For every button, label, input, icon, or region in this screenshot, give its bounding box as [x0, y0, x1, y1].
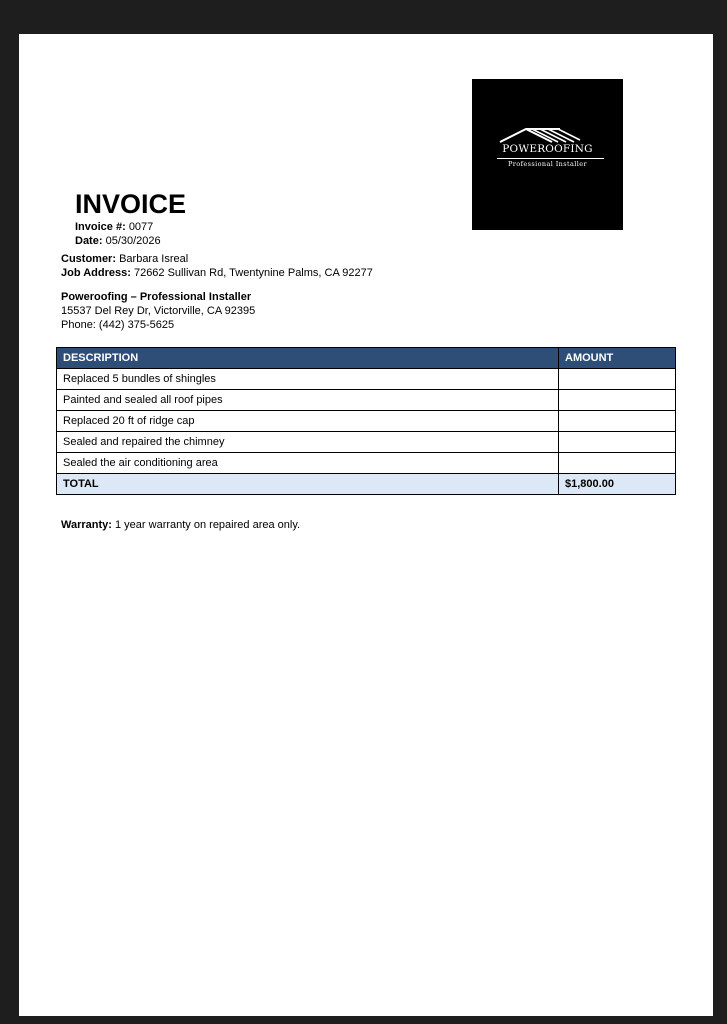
row-description: Replaced 5 bundles of shingles	[57, 369, 559, 390]
row-description: Replaced 20 ft of ridge cap	[57, 411, 559, 432]
job-address-label: Job Address:	[61, 267, 131, 279]
total-label: TOTAL	[57, 474, 559, 495]
customer-name-label: Customer:	[61, 253, 117, 265]
line-items-table	[56, 347, 676, 495]
invoice-date-label: Date:	[75, 235, 103, 247]
row-description: Painted and sealed all roof pipes	[57, 390, 559, 411]
row-amount	[559, 432, 676, 453]
warranty-text: 1 year warranty on repaired area only.	[115, 519, 301, 531]
customer-name	[61, 252, 188, 266]
job-address-value: 72662 Sullivan Rd, Twentynine Palms, CA 92277	[133, 267, 373, 279]
invoice-number-value: 0077	[128, 221, 154, 233]
warranty-label: Warranty:	[61, 519, 112, 531]
table-row	[57, 432, 676, 453]
invoice-date-value: 05/30/2026	[105, 235, 161, 247]
row-description: Sealed and repaired the chimney	[57, 432, 559, 453]
amount-column-header: AMOUNT	[559, 348, 676, 369]
row-amount	[559, 411, 676, 432]
total-row	[57, 474, 676, 495]
row-amount	[559, 390, 676, 411]
company-name: Poweroofing – Professional Installer	[61, 291, 252, 303]
table-header-row	[57, 348, 676, 369]
row-amount	[559, 453, 676, 474]
invoice-number	[75, 220, 153, 234]
row-amount	[559, 369, 676, 390]
warranty-note	[61, 519, 300, 531]
table-row	[57, 453, 676, 474]
invoice-page	[19, 34, 713, 1016]
table-row	[57, 411, 676, 432]
row-description: Sealed the air conditioning area	[57, 453, 559, 474]
company-block	[61, 290, 255, 332]
customer-name-value: Barbara Isreal	[119, 253, 189, 265]
table-row	[57, 369, 676, 390]
table-row	[57, 390, 676, 411]
job-address	[61, 266, 373, 280]
logo-company-name: POWEROOFING	[502, 143, 593, 155]
company-logo	[472, 79, 623, 230]
company-address: 15537 Del Rey Dr, Victorville, CA 92395	[61, 305, 256, 317]
description-column-header: DESCRIPTION	[57, 348, 559, 369]
invoice-date	[75, 234, 161, 248]
total-amount: $1,800.00	[559, 474, 676, 495]
invoice-title: INVOICE	[75, 189, 187, 219]
invoice-number-label: Invoice #:	[75, 221, 126, 233]
logo-tagline: Professional Installer	[507, 160, 587, 168]
logo-divider	[497, 158, 604, 159]
company-phone: Phone: (442) 375-5625	[61, 319, 175, 331]
